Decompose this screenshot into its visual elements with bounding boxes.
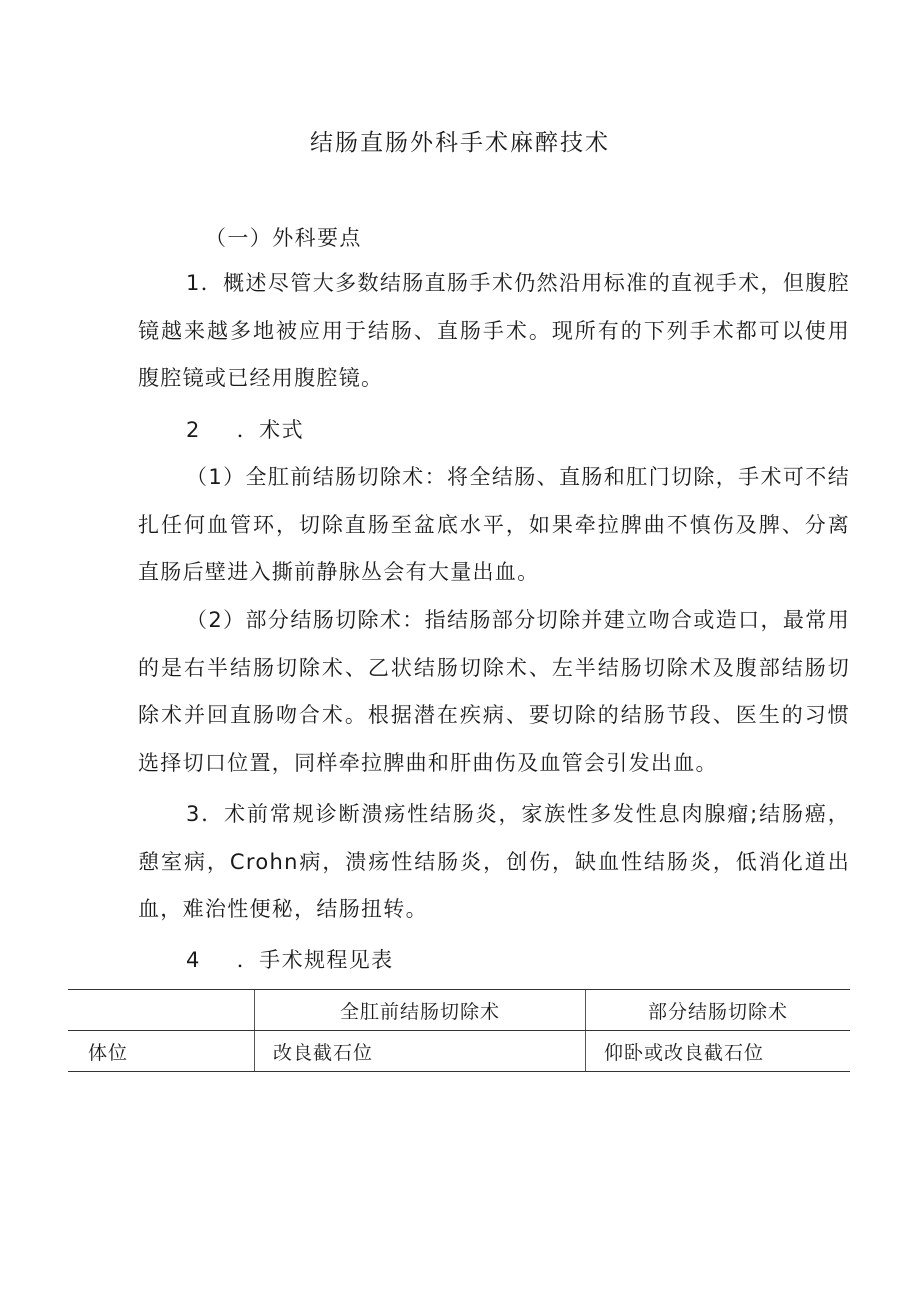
item-4-number: 4	[186, 948, 201, 972]
table-cell-label: 体位	[68, 1031, 255, 1072]
table-header-cell: 部分结肠切除术	[586, 990, 851, 1031]
paragraph-item-3: 3．术前常规诊断溃疡性结肠炎，家族性多发性息肉腺瘤;结肠癌，憩室病，Crohn病，溃疡性结肠炎，创伤，缺血性结肠炎，低消化道出血，难治性便秘，结肠扭转。	[138, 802, 850, 921]
item-2-heading	[186, 416, 304, 444]
table-cell: 仰卧或改良截石位	[586, 1031, 851, 1072]
procedure-table	[68, 989, 850, 1072]
page-title: 结肠直肠外科手术麻醉技术	[310, 130, 610, 156]
item-2-number: 2	[186, 418, 201, 442]
item-2-label: ．术式	[236, 418, 304, 442]
table-header-cell	[68, 990, 255, 1031]
paragraph-item-2-sub-2: （2）部分结肠切除术：指结肠部分切除并建立吻合或造口，最常用的是右半结肠切除术、乙状结肠切除术、左半结肠切除术及腹部结肠切除术并回直肠吻合术。根据潜在疾病、要切除的结肠节段、医生的习惯选择切口位置，同样牵拉脾曲和肝曲伤及血管会引发出血。	[138, 608, 850, 775]
section-heading: （一）外科要点	[205, 226, 362, 250]
paragraph-item-1: 1．概述尽管大多数结肠直肠手术仍然沿用标准的直视手术，但腹腔镜越来越多地被应用于结肠、直肠手术。现所有的下列手术都可以使用腹腔镜或已经用腹腔镜。	[138, 271, 850, 390]
table-row	[68, 1031, 850, 1072]
paragraph-item-2-sub-1: （1）全肛前结肠切除术：将全结肠、直肠和肛门切除，手术可不结扎任何血管环，切除直肠至盆底水平，如果牵拉脾曲不慎伤及脾、分离直肠后壁进入撕前静脉丛会有大量出血。	[138, 465, 850, 584]
table-cell: 改良截石位	[255, 1031, 586, 1072]
table-header-row	[68, 990, 850, 1031]
table-header-cell: 全肛前结肠切除术	[255, 990, 586, 1031]
item-4-heading	[186, 946, 394, 974]
item-4-label: ．手术规程见表	[236, 948, 394, 972]
